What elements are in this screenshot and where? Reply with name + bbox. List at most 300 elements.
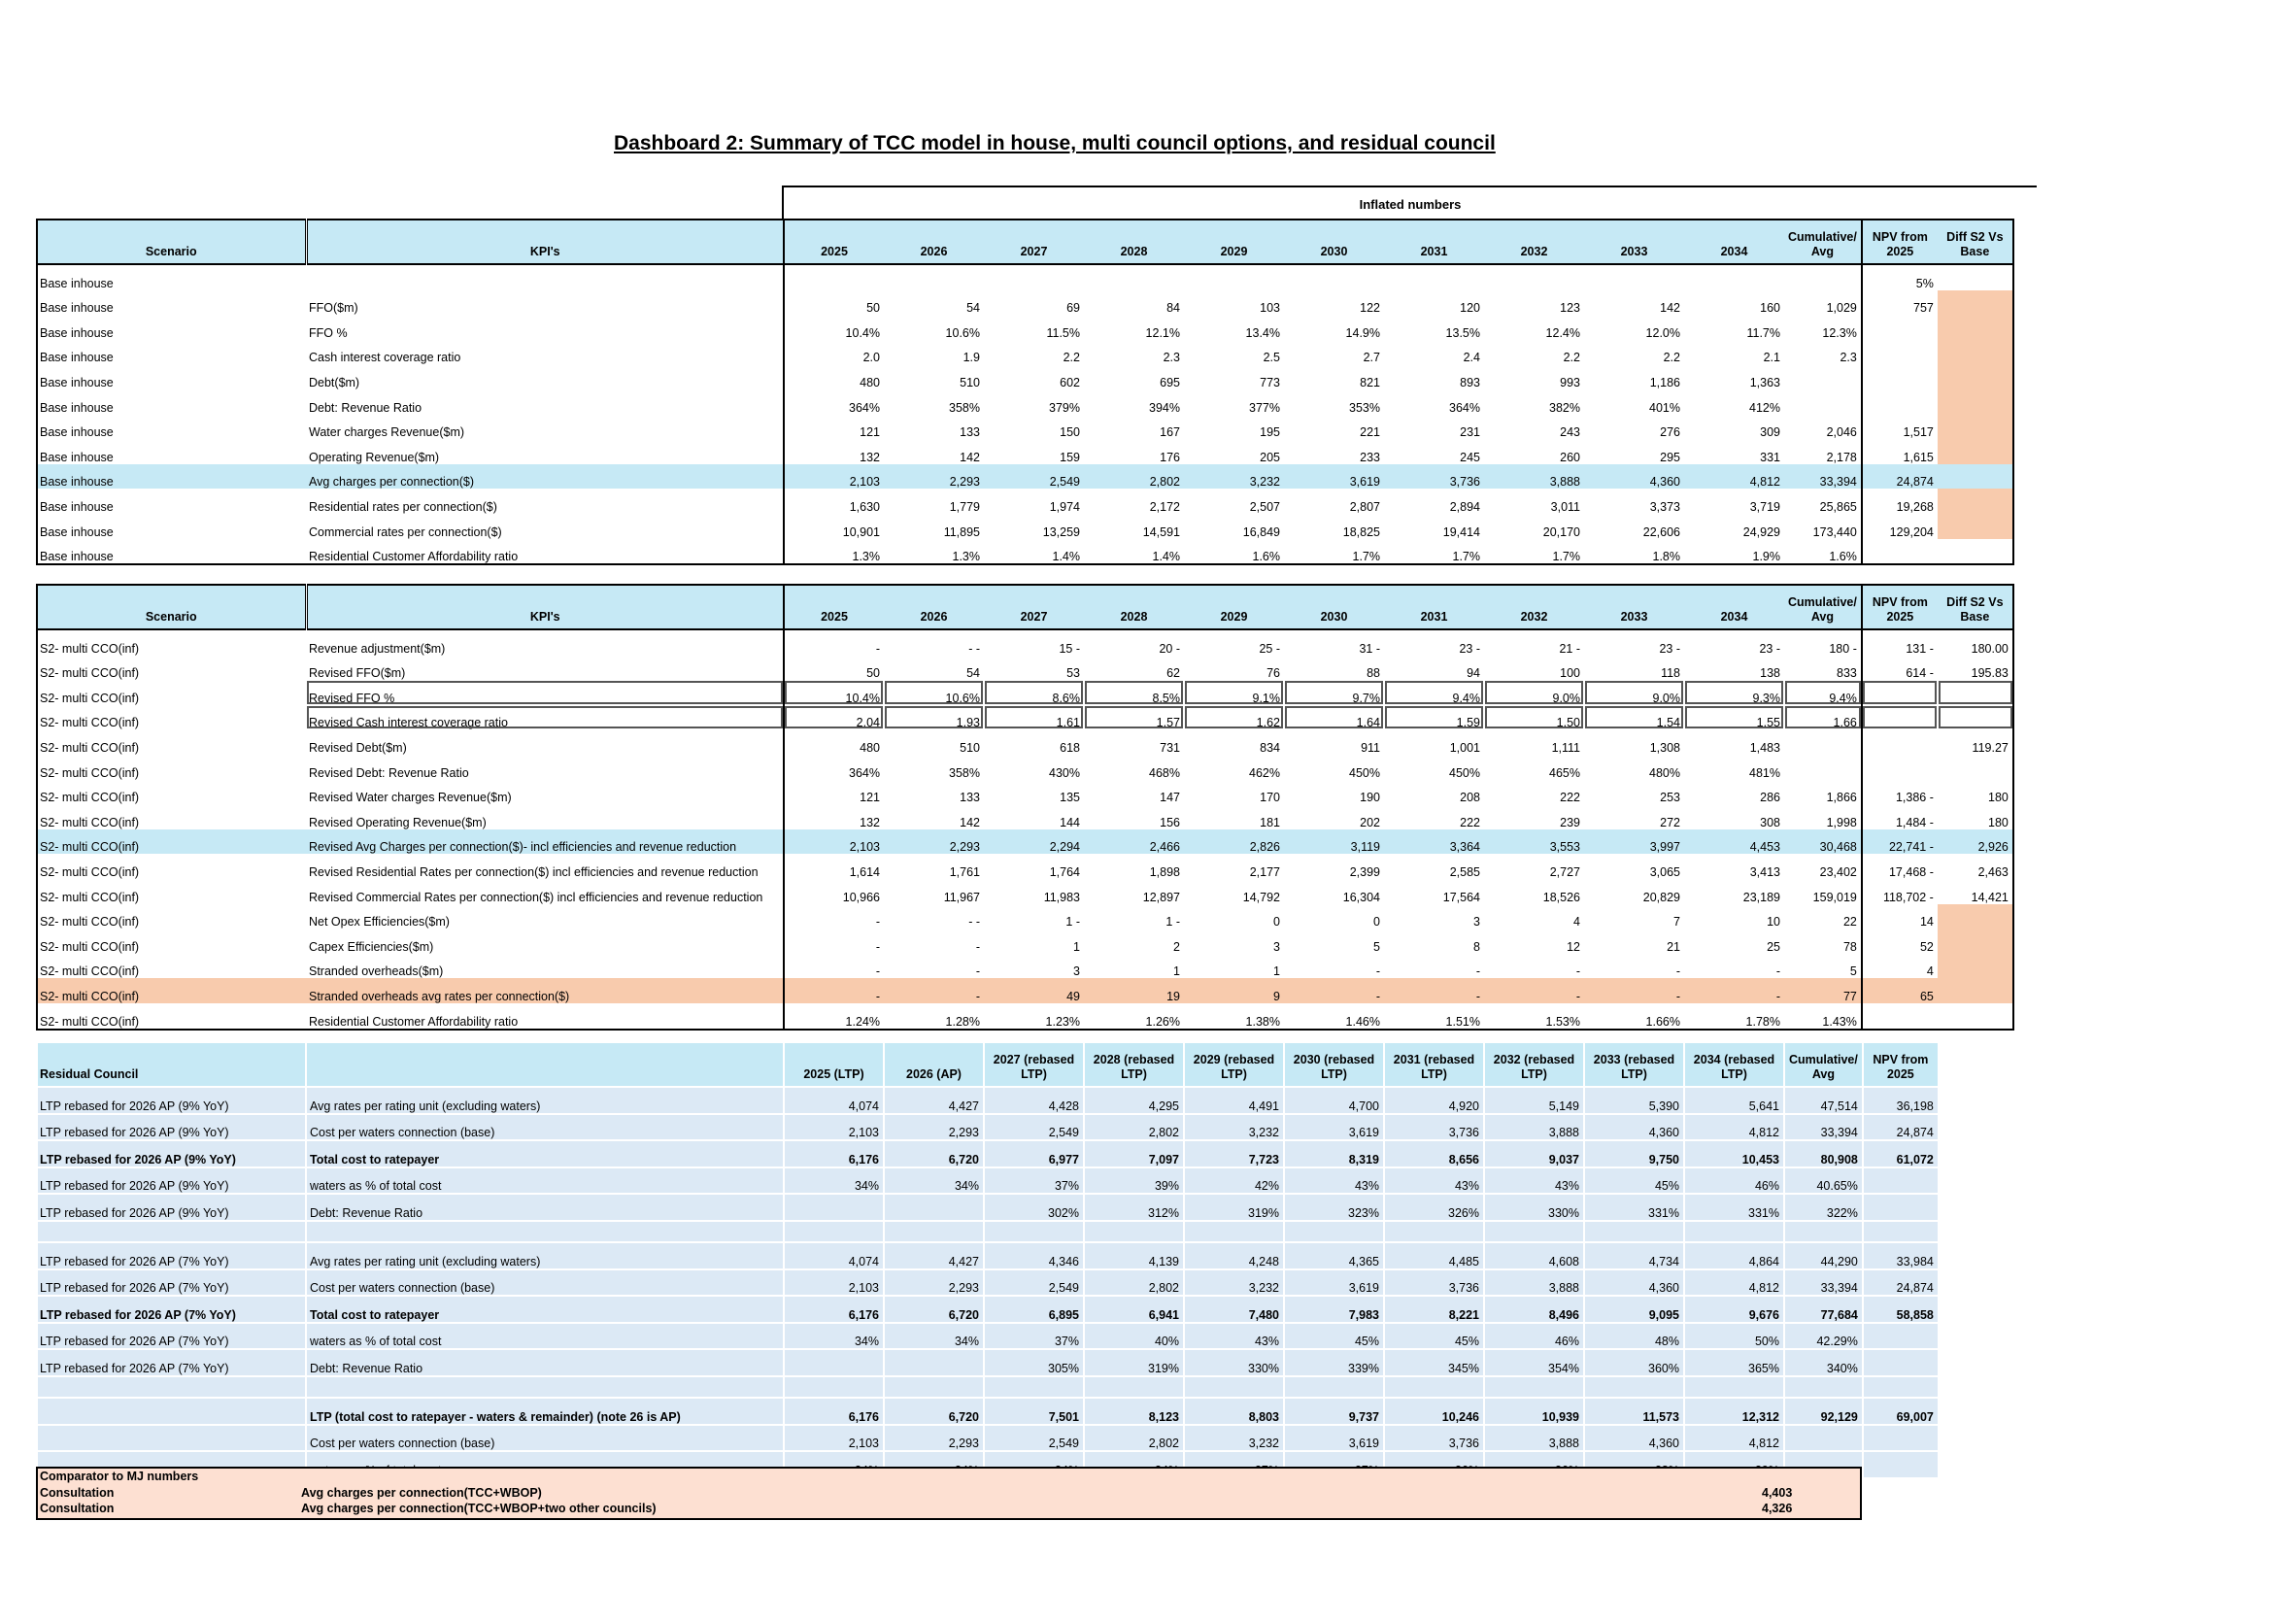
blank-cell xyxy=(1863,1376,1939,1398)
table-row xyxy=(37,656,2013,681)
value-cell: 4,346 xyxy=(984,1242,1084,1269)
cumulative-cell: 833 xyxy=(1837,666,1857,681)
value-cell: 3,119 xyxy=(1284,829,1384,855)
value-cell: 8,319 xyxy=(1284,1140,1384,1167)
diff-cell: 119.27 xyxy=(1972,740,2009,755)
cumulative-cell: 1.6% xyxy=(1829,550,1857,564)
value-cell: 462% xyxy=(1249,765,1280,780)
npv-header: NPV from 2025 xyxy=(1863,1042,1939,1087)
cumulative-cell: 322% xyxy=(1784,1194,1863,1221)
kpi-header xyxy=(306,1042,784,1087)
kpi-label: Revised Water charges Revenue($m) xyxy=(306,780,784,805)
value-cell: 401% xyxy=(1649,400,1680,415)
table-row xyxy=(37,1114,1939,1141)
value-cell: 353% xyxy=(1349,400,1380,415)
cumulative-cell: 42.29% xyxy=(1784,1323,1863,1350)
npv-cell xyxy=(1862,364,1938,389)
diff-cell xyxy=(1938,680,2013,705)
scenario-cell: S2- multi CCO(inf) xyxy=(40,939,140,954)
kpi-label: Residential Customer Affordability ratio xyxy=(306,539,784,565)
value-cell: 9.3% xyxy=(1684,680,1784,705)
value-cell: 4,812 xyxy=(1684,1114,1784,1141)
npv-cell: 14 xyxy=(1862,904,1938,930)
comparator-row-1-label: Consultation xyxy=(40,1486,115,1500)
value-cell: 695 xyxy=(1160,375,1180,389)
year-header: 2034 (rebased LTP) xyxy=(1684,1042,1784,1087)
table-row xyxy=(37,1323,1939,1350)
scenario-cell: Base inhouse xyxy=(40,499,114,514)
value-cell: 142 xyxy=(1660,301,1680,316)
value-cell: 176 xyxy=(1160,450,1180,464)
kpi-label: Cost per waters connection (base) xyxy=(306,1114,784,1141)
value-cell: 286 xyxy=(1760,791,1780,805)
value-cell: 231 xyxy=(1460,425,1480,440)
scenario-cell: S2- multi CCO(inf) xyxy=(40,691,140,705)
diff-cell xyxy=(1938,954,2013,979)
blank-cell xyxy=(884,1376,984,1398)
value-cell: 2,177 xyxy=(1249,864,1280,879)
blank-cell xyxy=(1184,1376,1284,1398)
value-cell: 88 xyxy=(1367,666,1380,681)
value-cell: 2,549 xyxy=(984,1425,1084,1452)
value-cell: 5,641 xyxy=(1684,1087,1784,1114)
value-cell: - xyxy=(1675,964,1680,979)
value-cell: 3,373 xyxy=(1649,499,1680,514)
year-header: 2025 xyxy=(784,585,884,629)
value-cell: 7,723 xyxy=(1184,1140,1284,1167)
value-cell: 1.55 xyxy=(1684,705,1784,730)
value-cell: 54 xyxy=(966,666,980,681)
value-cell: 4,427 xyxy=(884,1087,984,1114)
value-cell: 358% xyxy=(949,765,980,780)
scenario-header: Scenario xyxy=(37,585,306,629)
npv-cell xyxy=(1862,389,1938,415)
value-cell: 4,139 xyxy=(1084,1242,1184,1269)
value-cell: 1,974 xyxy=(1049,499,1080,514)
value-cell: 15 - xyxy=(1059,641,1080,656)
value-cell: - xyxy=(1284,978,1384,1003)
table-row xyxy=(37,1376,1939,1398)
value-cell: 150 xyxy=(1060,425,1080,440)
table-row xyxy=(37,439,2013,464)
value-cell xyxy=(984,264,1084,290)
value-cell: 243 xyxy=(1560,425,1580,440)
value-cell: 239 xyxy=(1560,815,1580,829)
value-cell: 1,001 xyxy=(1449,740,1480,755)
value-cell: 1.23% xyxy=(1045,1014,1080,1029)
value-cell: 1.9 xyxy=(962,351,980,365)
value-cell: 308 xyxy=(1760,815,1780,829)
value-cell: 4,920 xyxy=(1384,1087,1484,1114)
value-cell: 122 xyxy=(1360,301,1380,316)
npv-cell: 757 xyxy=(1862,290,1938,316)
value-cell xyxy=(1084,264,1184,290)
value-cell: 3,619 xyxy=(1284,464,1384,490)
kpi-label: Total cost to ratepayer xyxy=(306,1296,784,1323)
scenario-cell: S2- multi CCO(inf) xyxy=(40,890,140,904)
value-cell: 2.0 xyxy=(862,351,880,365)
value-cell: 43% xyxy=(1184,1323,1284,1350)
value-cell: 4,295 xyxy=(1084,1087,1184,1114)
kpi-label: Cash interest coverage ratio xyxy=(306,340,784,365)
scenario-cell: Base inhouse xyxy=(40,550,114,564)
value-cell: 3,232 xyxy=(1184,1269,1284,1297)
value-cell: 10.6% xyxy=(945,325,980,340)
year-header: 2029 xyxy=(1184,585,1284,629)
value-cell: 170 xyxy=(1260,791,1280,805)
value-cell: 50 xyxy=(866,301,880,316)
cumulative-cell: 1,998 xyxy=(1826,815,1857,829)
value-cell: 2.5 xyxy=(1263,351,1280,365)
value-cell: 0 xyxy=(1373,915,1380,930)
value-cell: 253 xyxy=(1660,791,1680,805)
value-cell: 3,364 xyxy=(1384,829,1484,855)
value-cell: 3,011 xyxy=(1550,499,1580,514)
diff-cell xyxy=(1938,389,2013,415)
value-cell: 6,941 xyxy=(1084,1296,1184,1323)
value-cell: 2,549 xyxy=(984,1114,1084,1141)
value-cell: 1,483 xyxy=(1749,740,1780,755)
kpi-label: Operating Revenue($m) xyxy=(306,439,784,464)
npv-cell: 5% xyxy=(1862,264,1938,290)
value-cell: 331 xyxy=(1760,450,1780,464)
table-row xyxy=(37,340,2013,365)
cumulative-cell: 40.65% xyxy=(1784,1167,1863,1195)
value-cell: 911 xyxy=(1361,740,1380,755)
value-cell: - xyxy=(1584,978,1684,1003)
value-cell: 480% xyxy=(1649,765,1680,780)
scenario-cell: Base inhouse xyxy=(40,425,114,440)
value-cell: 13.5% xyxy=(1445,325,1480,340)
scenario-cell: S2- multi CCO(inf) xyxy=(40,791,140,805)
blank-cell xyxy=(1784,1221,1863,1242)
residual-council-header: Residual Council xyxy=(37,1042,306,1087)
year-header: 2031 xyxy=(1384,585,1484,629)
value-cell: 6,895 xyxy=(984,1296,1084,1323)
value-cell: - xyxy=(975,964,980,979)
cumulative-cell: 47,514 xyxy=(1784,1087,1863,1114)
value-cell: 9,037 xyxy=(1484,1140,1584,1167)
value-cell: 43% xyxy=(1484,1167,1584,1195)
cumulative-cell: 30,468 xyxy=(1784,829,1862,855)
value-cell: 1.3% xyxy=(852,550,880,564)
value-cell: 2.04 xyxy=(784,705,884,730)
npv-cell xyxy=(1863,1349,1939,1376)
value-cell: 69 xyxy=(1066,301,1080,316)
cumulative-cell xyxy=(1784,729,1862,755)
value-cell: 10,901 xyxy=(842,524,880,539)
diff-cell xyxy=(1938,755,2013,780)
diff-cell xyxy=(1938,904,2013,930)
cumulative-cell: 1,029 xyxy=(1826,301,1857,316)
value-cell: - xyxy=(884,978,984,1003)
value-cell: 17,564 xyxy=(1442,890,1480,904)
value-cell: 12.1% xyxy=(1145,325,1180,340)
kpi-header: KPI's xyxy=(306,220,784,264)
value-cell: 11,895 xyxy=(943,524,980,539)
scenario-cell: LTP rebased for 2026 AP (9% YoY) xyxy=(37,1140,306,1167)
value-cell: 45% xyxy=(1284,1323,1384,1350)
value-cell: 14.9% xyxy=(1345,325,1380,340)
npv-cell xyxy=(1862,539,1938,565)
blank-cell xyxy=(37,1221,306,1242)
value-cell: 13.4% xyxy=(1245,325,1280,340)
scenario-cell: S2- multi CCO(inf) xyxy=(40,641,140,656)
value-cell: 2,507 xyxy=(1249,499,1280,514)
cumulative-cell: 1.66 xyxy=(1784,705,1862,730)
value-cell: 11,967 xyxy=(943,890,980,904)
value-cell: 45% xyxy=(1384,1323,1484,1350)
kpi-label: Avg rates per rating unit (excluding waters) xyxy=(306,1242,784,1269)
blank-cell xyxy=(984,1221,1084,1242)
value-cell: - xyxy=(1375,964,1380,979)
diff-cell xyxy=(1938,978,2013,1003)
value-cell: 18,526 xyxy=(1542,890,1580,904)
value-cell: 10,453 xyxy=(1684,1140,1784,1167)
blank-cell xyxy=(1484,1376,1584,1398)
kpi-label: Revised Residential Rates per connection($) incl efficiencies and revenue reduction xyxy=(306,854,784,879)
value-cell: 9.7% xyxy=(1284,680,1384,705)
value-cell xyxy=(784,1194,884,1221)
blank-cell xyxy=(884,1221,984,1242)
value-cell: 4,428 xyxy=(984,1087,1084,1114)
value-cell: 142 xyxy=(960,450,980,464)
year-header: 2029 xyxy=(1184,220,1284,264)
value-cell: 49 xyxy=(984,978,1084,1003)
value-cell: 9,095 xyxy=(1584,1296,1684,1323)
value-cell: 135 xyxy=(1060,791,1080,805)
value-cell: 10.4% xyxy=(845,325,880,340)
diff-cell xyxy=(1938,1003,2013,1030)
npv-cell: 65 xyxy=(1862,978,1938,1003)
value-cell: 1.64 xyxy=(1284,705,1384,730)
npv-cell: 52 xyxy=(1862,929,1938,954)
cumulative-cell: 340% xyxy=(1784,1349,1863,1376)
value-cell: 510 xyxy=(960,375,980,389)
value-cell: 43% xyxy=(1384,1167,1484,1195)
value-cell: 160 xyxy=(1760,301,1780,316)
npv-cell: 24,874 xyxy=(1863,1269,1939,1297)
table-row xyxy=(37,729,2013,755)
year-header: 2033 xyxy=(1584,220,1684,264)
blank-cell xyxy=(1184,1221,1284,1242)
kpi-label: FFO % xyxy=(306,315,784,340)
scenario-cell: LTP rebased for 2026 AP (7% YoY) xyxy=(37,1323,306,1350)
table-row xyxy=(37,1349,1939,1376)
value-cell: 62 xyxy=(1166,666,1180,681)
value-cell: 94 xyxy=(1467,666,1480,681)
value-cell: 2,293 xyxy=(884,464,984,490)
value-cell: 3,888 xyxy=(1484,464,1584,490)
value-cell: 1.53% xyxy=(1545,1014,1580,1029)
residual-council-table xyxy=(36,1041,1940,1479)
table-row xyxy=(37,389,2013,415)
comparator-row-2-kpi: Avg charges per connection(TCC+WBOP+two other councils) xyxy=(301,1502,657,1515)
value-cell: 76 xyxy=(1266,666,1280,681)
diff-cell xyxy=(1938,439,2013,464)
blank-cell xyxy=(1384,1376,1484,1398)
value-cell: 11,573 xyxy=(1584,1398,1684,1425)
diff-cell xyxy=(1938,514,2013,539)
value-cell: 3,232 xyxy=(1184,1114,1284,1141)
value-cell: 138 xyxy=(1760,666,1780,681)
diff-cell: 2,926 xyxy=(1938,829,2013,855)
kpi-label: Revised Avg Charges per connection($)- incl efficiencies and revenue reduction xyxy=(306,829,784,855)
value-cell: 2.2 xyxy=(1663,351,1680,365)
value-cell: 8 xyxy=(1473,939,1480,954)
value-cell: 12.0% xyxy=(1645,325,1680,340)
value-cell: 39% xyxy=(1084,1167,1184,1195)
value-cell: 3,888 xyxy=(1484,1269,1584,1297)
value-cell: 50 xyxy=(866,666,880,681)
value-cell: 6,720 xyxy=(884,1398,984,1425)
inflated-numbers-label: Inflated numbers xyxy=(1359,197,1462,212)
value-cell: 4,485 xyxy=(1384,1242,1484,1269)
npv-cell: 69,007 xyxy=(1863,1398,1939,1425)
value-cell: 1.7% xyxy=(1452,550,1480,564)
s2-multi-cco-table xyxy=(36,584,2014,1031)
cumulative-cell: 1,866 xyxy=(1826,791,1857,805)
value-cell: 2,293 xyxy=(884,1269,984,1297)
value-cell: 1,111 xyxy=(1551,740,1580,755)
npv-cell: 22,741 - xyxy=(1862,829,1938,855)
kpi-label: Revised Operating Revenue($m) xyxy=(306,804,784,829)
value-cell: 9,737 xyxy=(1284,1398,1384,1425)
value-cell: 10,939 xyxy=(1484,1398,1584,1425)
value-cell: 53 xyxy=(1066,666,1080,681)
value-cell: 21 xyxy=(1667,939,1680,954)
value-cell: 50% xyxy=(1684,1323,1784,1350)
header-row xyxy=(37,220,2013,264)
npv-cell xyxy=(1862,755,1938,780)
table-row xyxy=(37,879,2013,904)
value-cell: 4,074 xyxy=(784,1242,884,1269)
value-cell: 23 - xyxy=(1459,641,1480,656)
cumulative-cell: 77,684 xyxy=(1784,1296,1863,1323)
value-cell: 205 xyxy=(1260,450,1280,464)
comparator-box xyxy=(36,1467,1862,1520)
value-cell: 0 xyxy=(1273,915,1280,930)
value-cell: 11,983 xyxy=(1043,890,1080,904)
value-cell: 365% xyxy=(1684,1349,1784,1376)
value-cell: 1,630 xyxy=(849,499,880,514)
scenario-cell xyxy=(37,1425,306,1452)
year-header: 2032 (rebased LTP) xyxy=(1484,1042,1584,1087)
value-cell: 13,259 xyxy=(1042,524,1080,539)
diff-cell xyxy=(1938,489,2013,514)
value-cell: 10.6% xyxy=(884,680,984,705)
value-cell: 319% xyxy=(1184,1194,1284,1221)
cumulative-cell: 1.43% xyxy=(1822,1014,1857,1029)
value-cell: 9,750 xyxy=(1584,1140,1684,1167)
value-cell: 121 xyxy=(860,791,880,805)
value-cell: 1.50 xyxy=(1484,705,1584,730)
value-cell: 23,189 xyxy=(1742,890,1780,904)
header-row xyxy=(37,585,2013,629)
value-cell: 4,812 xyxy=(1684,1425,1784,1452)
value-cell: 1,898 xyxy=(1149,864,1180,879)
dashboard-title: Dashboard 2: Summary of TCC model in house, multi council options, and residual council xyxy=(614,132,1496,154)
value-cell: 4,608 xyxy=(1484,1242,1584,1269)
value-cell: 323% xyxy=(1284,1194,1384,1221)
value-cell: 23 - xyxy=(1659,641,1680,656)
value-cell: 4,812 xyxy=(1684,464,1784,490)
table-row xyxy=(37,1140,1939,1167)
cumulative-cell xyxy=(1784,389,1862,415)
value-cell xyxy=(884,1194,984,1221)
value-cell: 8,656 xyxy=(1384,1140,1484,1167)
value-cell: 330% xyxy=(1484,1194,1584,1221)
kpi-label: Stranded overheads avg rates per connection($) xyxy=(306,978,784,1003)
year-header: 2033 (rebased LTP) xyxy=(1584,1042,1684,1087)
blank-cell xyxy=(1284,1221,1384,1242)
blank-cell xyxy=(784,1221,884,1242)
table-row xyxy=(37,1425,1939,1452)
value-cell: 3 xyxy=(1273,939,1280,954)
value-cell: 222 xyxy=(1560,791,1580,805)
value-cell xyxy=(1484,264,1584,290)
value-cell: 144 xyxy=(1060,815,1080,829)
value-cell: 6,176 xyxy=(784,1398,884,1425)
value-cell: 4,074 xyxy=(784,1087,884,1114)
npv-cell: 24,874 xyxy=(1863,1114,1939,1141)
value-cell: 993 xyxy=(1560,375,1580,389)
value-cell: 3,719 xyxy=(1749,499,1780,514)
value-cell: 6,176 xyxy=(784,1296,884,1323)
value-cell: 465% xyxy=(1549,765,1580,780)
value-cell: 8.5% xyxy=(1084,680,1184,705)
kpi-label: Avg charges per connection($) xyxy=(306,464,784,490)
table-row xyxy=(37,415,2013,440)
value-cell: 5 xyxy=(1373,939,1380,954)
value-cell: 5,149 xyxy=(1484,1087,1584,1114)
value-cell: - xyxy=(875,964,880,979)
value-cell: 12,897 xyxy=(1142,890,1180,904)
value-cell: 276 xyxy=(1660,425,1680,440)
diff-cell: 195.83 xyxy=(1971,666,2009,681)
value-cell: 1,761 xyxy=(949,864,980,879)
value-cell: 1 xyxy=(1273,964,1280,979)
cumulative-cell: 9.4% xyxy=(1784,680,1862,705)
value-cell: 731 xyxy=(1160,740,1180,755)
cumulative-cell xyxy=(1784,364,1862,389)
value-cell: 48% xyxy=(1584,1323,1684,1350)
value-cell: 1 xyxy=(1173,964,1180,979)
scenario-cell: Base inhouse xyxy=(40,400,114,415)
value-cell: 9,676 xyxy=(1684,1296,1784,1323)
value-cell: 14,591 xyxy=(1142,524,1180,539)
value-cell: 4 xyxy=(1573,915,1580,930)
value-cell: 3,736 xyxy=(1384,1269,1484,1297)
value-cell: 100 xyxy=(1560,666,1580,681)
value-cell: 7,983 xyxy=(1284,1296,1384,1323)
value-cell: 618 xyxy=(1060,740,1080,755)
value-cell: 222 xyxy=(1460,815,1480,829)
scenario-cell: S2- multi CCO(inf) xyxy=(40,964,140,979)
value-cell: 1.51% xyxy=(1445,1014,1480,1029)
value-cell: 1.26% xyxy=(1145,1014,1180,1029)
scenario-cell: LTP rebased for 2026 AP (9% YoY) xyxy=(37,1194,306,1221)
value-cell: 834 xyxy=(1260,740,1280,755)
table-row xyxy=(37,1003,2013,1030)
value-cell: 181 xyxy=(1260,815,1280,829)
diff-cell xyxy=(1938,539,2013,565)
value-cell: 31 - xyxy=(1359,641,1380,656)
value-cell: 379% xyxy=(1049,400,1080,415)
value-cell: 3 xyxy=(1473,915,1480,930)
value-cell: 195 xyxy=(1260,425,1280,440)
cumulative-cell: 12.3% xyxy=(1822,325,1857,340)
